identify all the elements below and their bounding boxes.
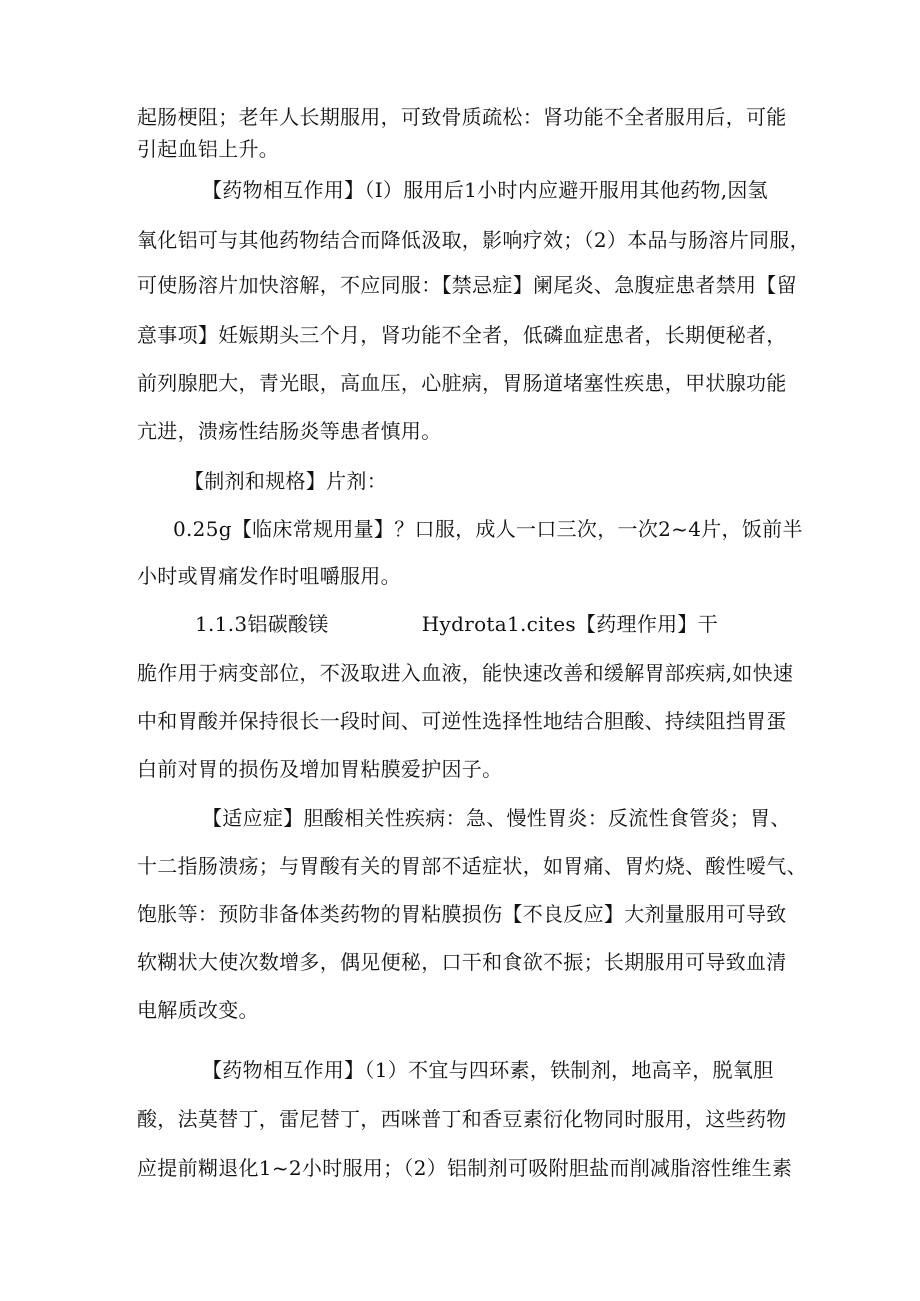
text-line-7 xyxy=(137,370,787,396)
text-line-20 xyxy=(137,997,259,1023)
text-line-21 xyxy=(202,1057,773,1083)
text-line-19 xyxy=(137,949,787,975)
text-line-9 xyxy=(184,468,387,494)
line-text: 软糊状大使次数增多，偶见便秘，口干和食欲不振；长期服用可导致血清 xyxy=(137,950,787,974)
line-text: 白前对胃的损伤及增加胃粘膜爱护因子。 xyxy=(137,757,503,781)
text-line-22 xyxy=(137,1106,787,1132)
line-text: 氧化铝可与其他药物结合而降低汲取，影响疗效；（2）本品与肠溶片同服， xyxy=(137,228,810,252)
text-line-11 xyxy=(137,563,401,589)
line-text: 前列腺肥大，青光眼，高血压，心脏病，胃肠道堵塞性疾患，甲状腺功能 xyxy=(137,371,787,395)
line-text: 【制剂和规格】片剂： xyxy=(184,469,387,493)
line-text: 应提前糊退化1~2小时服用；（2）铝制剂可吸附胆盐而削减脂溶性维生素 xyxy=(137,1156,793,1180)
text-line-5 xyxy=(137,272,797,298)
text-line-8 xyxy=(137,418,442,444)
text-line-12 xyxy=(195,611,718,637)
line-text: 中和胃酸并保持很长一段时间、可逆性选择性地结合胆酸、持续阻挡胃蛋 xyxy=(137,709,787,733)
line-text: 【药物相互作用】（1）不宜与四环素，铁制剂，地高辛，脱氧胆 xyxy=(202,1058,774,1082)
line-text: 十二指肠溃疡；与胃酸有关的胃部不适症状，如胃痛、胃灼烧、酸性嗳气、 xyxy=(137,854,807,878)
line-text: 可使肠溶片加快溶解，不应同服：【禁忌症】阑尾炎、急腹症患者禁用【留 xyxy=(137,273,797,297)
text-line-17 xyxy=(137,853,807,879)
line-text: 电解质改变。 xyxy=(137,998,259,1022)
text-line-14 xyxy=(137,708,787,734)
line-text: 意事项】妊娠期头三个月，肾功能不全者，低磷血症患者，长期便秘者， xyxy=(137,323,787,347)
line-text: 【药物相互作用】（I）服用后1小时内应避开服用其他药物,因氢 xyxy=(202,178,768,202)
line-text: 饱胀等：预防非备体类药物的胃粘膜损伤【不良反应】大剂量服用可导致 xyxy=(137,902,787,926)
line-text: 【适应症】胆酸相关性疾病：急、慢性胃炎：反流性食管炎；胃、 xyxy=(202,806,791,830)
text-line-16 xyxy=(202,805,791,831)
line-text: 小时或胃痛发作时咀嚼服用。 xyxy=(137,564,401,588)
text-line-10 xyxy=(173,516,803,542)
line-text: 脆作用于病变部位，不汲取进入血液，能快速改善和缓解胃部疾病,如快速 xyxy=(137,661,794,685)
text-line-15 xyxy=(137,756,502,782)
line-text: 酸，法莫替丁，雷尼替丁，西咪普丁和香豆素衍化物同时服用，这些药物 xyxy=(137,1107,787,1131)
text-line-13 xyxy=(137,660,793,686)
text-line-6 xyxy=(137,322,787,348)
text-line-3 xyxy=(202,177,768,203)
text-line-2 xyxy=(137,136,279,162)
line-text: 0.25g【临床常规用量】？口服，成人一口三次，一次2~4片，饭前半 xyxy=(173,517,803,541)
line-text: 引起血铝上升。 xyxy=(137,137,280,161)
line-text: 亢进，溃疡性结肠炎等患者慎用。 xyxy=(137,419,442,443)
text-line-1 xyxy=(137,104,787,130)
text-line-23 xyxy=(137,1155,792,1181)
text-line-18 xyxy=(137,901,787,927)
line-text: 1.1.3铝碳酸镁 Hydrota1.cites【药理作用】干 xyxy=(195,612,719,636)
text-line-4 xyxy=(137,227,810,253)
line-text: 起肠梗阻；老年人长期服用，可致骨质疏松：肾功能不全者服用后，可能 xyxy=(137,105,787,129)
